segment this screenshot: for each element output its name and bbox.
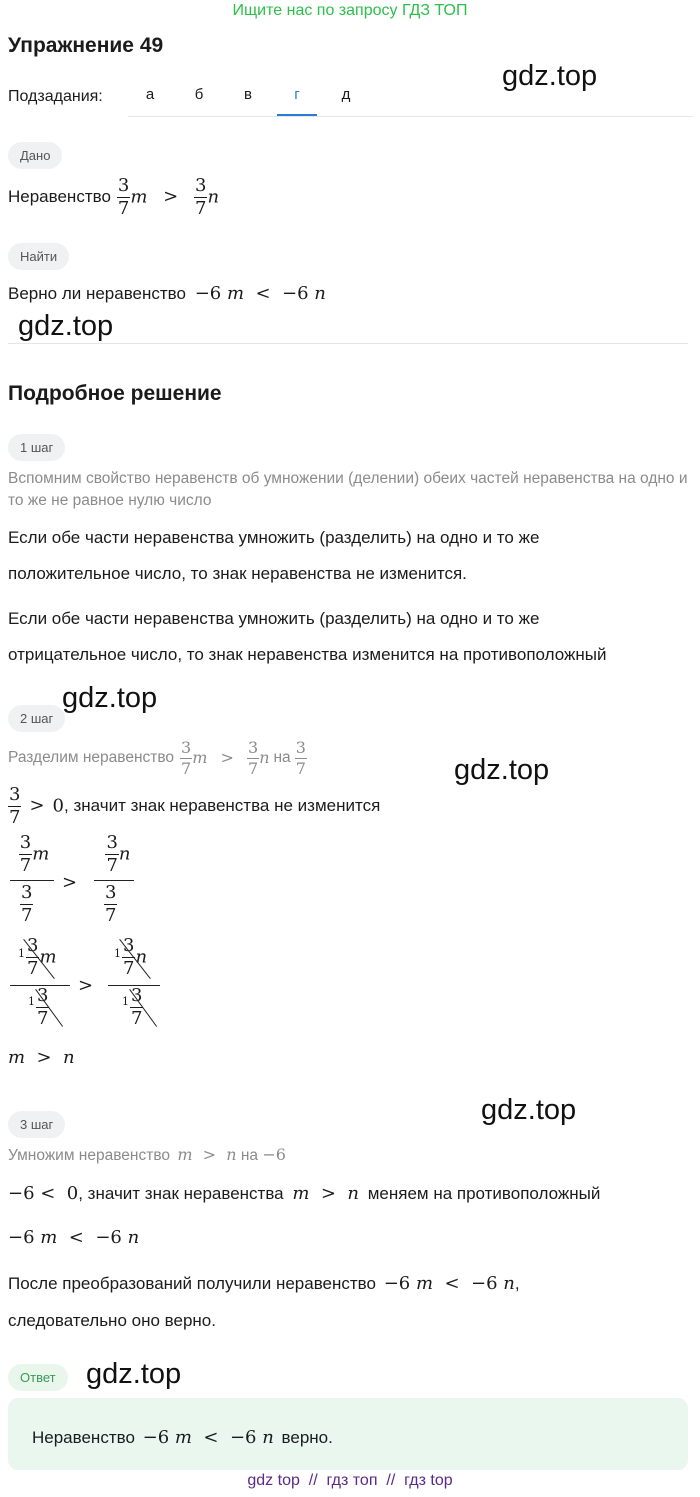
step3-note: −6 < 0, значит знак неравенства m > n меняем на противоположный	[8, 1183, 601, 1204]
step2-result: m > n	[8, 1047, 75, 1068]
answer-prefix: Неравенство	[32, 1428, 135, 1447]
watermark: gdz.top	[454, 754, 550, 786]
find-formula: −6 m < −6 n	[194, 283, 326, 304]
step1-rule1-line2: положительное число, то знак неравенства не изменится.	[8, 564, 467, 583]
step2-hint-on: на	[273, 749, 291, 766]
step3-conclusion-line2: следовательно оно верно.	[8, 1311, 216, 1330]
step3-note-end: меняем на противоположный	[367, 1184, 601, 1203]
find-statement	[8, 282, 326, 306]
tab-g[interactable]: г	[277, 86, 317, 114]
watermark: gdz.top	[86, 1358, 182, 1390]
step3-hint-on: на	[240, 1147, 259, 1164]
answer-box	[8, 1398, 688, 1470]
step3-hint-text: Умножим неравенство	[8, 1147, 170, 1164]
step2-hint: Разделим неравенство $\frac{3}{7}$ m > $\frac{3}{7}$ n на $\frac{3}{7}$	[8, 737, 306, 778]
step2-badge: 2 шаг	[8, 705, 65, 732]
step3-result: −6 m < −6 n	[8, 1227, 140, 1248]
find-text: Верно ли неравенство	[8, 284, 186, 303]
step3-badge: 3 шаг	[8, 1111, 65, 1138]
divider	[8, 343, 688, 344]
answer-text: Неравенство −6 m < −6 n верно.	[32, 1427, 333, 1448]
step3-conclusion-end: ,	[514, 1274, 520, 1293]
exercise-title: Упражнение 49	[8, 34, 164, 57]
step1-rule1-line1: Если обе части неравенства умножить (разделить) на одно и то же	[8, 528, 540, 547]
step2-note-text: , значит знак неравенства не изменится	[64, 796, 381, 815]
step2-cancelled-fraction: 1 $\frac{3}{7}$ m 1 $\frac{3}{7}$ > 1 $\frac{3}{7}$ n 1 $\frac{3}{7}$	[10, 935, 170, 1035]
step3-note-mid: , значит знак неравенства	[78, 1184, 284, 1203]
given-statement	[8, 172, 219, 222]
search-banner[interactable]: Ищите нас по запросу ГДЗ ТОП	[232, 2, 468, 19]
step1-hint: Вспомним свойство неравенств об умножении (делении) обеих частей неравенства на одно и то же не равное нулю число	[8, 470, 688, 509]
step3-conclusion: После преобразований получили неравенство −6 m < −6 n,	[8, 1273, 520, 1294]
watermark: gdz.top	[502, 60, 598, 92]
step1-rule2-line2: отрицательное число, то знак неравенства изменится на противоположный	[8, 645, 607, 664]
step2-complex-fraction: $\frac{3}{7}$ m $\frac{3}{7}$ > $\frac{3}{7}$ n $\frac{3}{7}$	[10, 832, 160, 932]
tab-v[interactable]: в	[244, 86, 252, 103]
find-badge: Найти	[8, 243, 69, 270]
given-badge: Дано	[8, 142, 62, 169]
given-formula: $\frac{3}{7}$ m > $\frac{3}{7}$ n	[117, 174, 220, 219]
footer-links[interactable]: gdz top // гдз топ // гдз top	[247, 1472, 453, 1489]
watermark: gdz.top	[481, 1094, 577, 1126]
watermark: gdz.top	[18, 310, 114, 342]
answer-badge: Ответ	[8, 1364, 68, 1391]
tab-a[interactable]: а	[145, 86, 155, 103]
step3-hint: Умножим неравенство m > n на −6	[8, 1145, 286, 1164]
step1-badge: 1 шаг	[8, 434, 65, 461]
subtasks-tabs	[128, 80, 693, 117]
given-text: Неравенство	[8, 187, 111, 206]
watermark: gdz.top	[62, 682, 158, 714]
step2-hint-text: Разделим неравенство	[8, 749, 175, 766]
tab-d[interactable]: д	[341, 86, 351, 103]
tab-b[interactable]: б	[194, 86, 204, 103]
step2-note: $\frac{3}{7}$ > 0 , значит знак неравенства не изменится	[9, 783, 381, 828]
step1-rule2-line1: Если обе части неравенства умножить (разделить) на одно и то же	[8, 609, 540, 628]
step3-conclusion-text: После преобразований получили неравенство	[8, 1274, 376, 1293]
subtasks-label: Подзадания:	[8, 88, 103, 105]
answer-suffix: верно.	[281, 1428, 333, 1447]
solution-title: Подробное решение	[8, 382, 222, 405]
